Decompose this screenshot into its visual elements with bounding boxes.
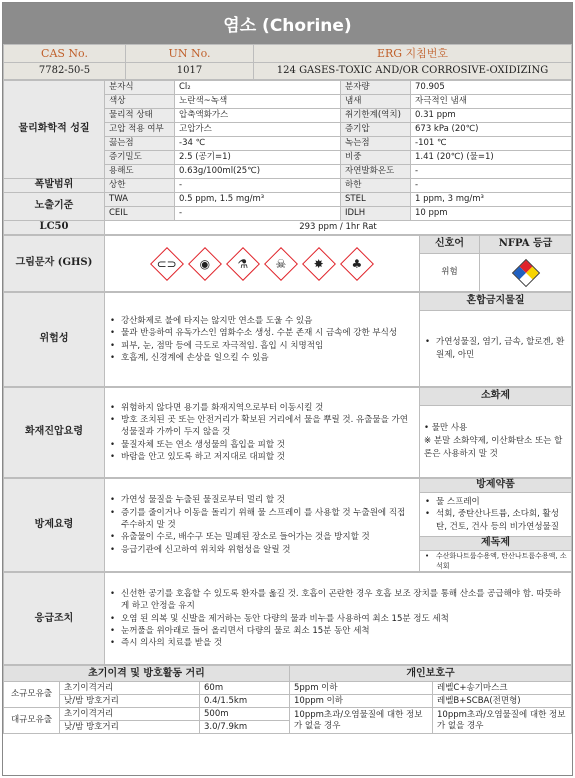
prop-key: 용해도 bbox=[105, 165, 175, 179]
prop-value: - bbox=[175, 207, 341, 221]
nfpa-diamond-icon bbox=[511, 258, 539, 286]
firstaid-item: • 눈꺼풀을 위아래로 들어 올리면서 다량의 물로 최소 15분 동안 세척 bbox=[119, 625, 567, 637]
prop-value: - bbox=[411, 179, 572, 193]
large-spill-label: 대규모유출 bbox=[4, 708, 60, 734]
fire-item: • 물질자체 또는 연소 생성물의 흡입을 피할 것 bbox=[119, 439, 415, 451]
fire-item: • 위험하지 않다면 용기를 화재지역으로부터 이동시킬 것 bbox=[119, 402, 415, 414]
prop-key: 증기밀도 bbox=[105, 151, 175, 165]
prop-key: 색상 bbox=[105, 95, 175, 109]
prop-key: 녹는점 bbox=[341, 137, 411, 151]
prop-value: - bbox=[411, 165, 572, 179]
control-agent-header: 방제약품 bbox=[420, 479, 572, 493]
distance-key: 낮/밤 방호거리 bbox=[60, 695, 200, 708]
protect-item: • 증기를 줄이거나 이동을 돌리기 위해 물 스프레이 를 사용할 것 누출원에 직접 주수하지 말 것 bbox=[119, 507, 415, 532]
extinguisher-line: • 물만 사용 bbox=[424, 423, 468, 434]
prop-value: 10 ppm bbox=[411, 207, 572, 221]
hazard-item: • 피부, 눈, 점막 등에 극도로 자극적임. 흡입 시 치명적임 bbox=[119, 340, 415, 352]
erg-label: ERG 지침번호 bbox=[254, 45, 572, 63]
protect-section-label: 방제요령 bbox=[4, 479, 105, 572]
prop-key: 하한 bbox=[341, 179, 411, 193]
ppe-level: 레벨C+송기마스크 bbox=[433, 682, 572, 695]
incompatible-list bbox=[420, 311, 572, 387]
prop-value: 1.41 (20℃) (물=1) bbox=[411, 151, 572, 165]
fire-section-label: 화재진압요령 bbox=[4, 388, 105, 478]
explosion-section-label: 폭발범위 bbox=[4, 179, 105, 193]
prop-value: 2.5 (공기=1) bbox=[175, 151, 341, 165]
prop-key: 증기압 bbox=[341, 123, 411, 137]
prop-key: 취기한계(역치) bbox=[341, 109, 411, 123]
prop-value: -34 ℃ bbox=[175, 137, 341, 151]
distance-header: 초기이격 및 방호활동 거리 bbox=[4, 666, 290, 682]
hazard-item: • 호흡계, 신경계에 손상을 일으킬 수 있음 bbox=[119, 352, 415, 364]
signal-word-value: 위험 bbox=[420, 254, 480, 292]
prop-value: 자극적인 냄새 bbox=[411, 95, 572, 109]
phys-section-label: 물리화학적 성질 bbox=[4, 81, 105, 179]
prop-key: 분자식 bbox=[105, 81, 175, 95]
prop-value: 0.63g/100ml(25℃) bbox=[175, 165, 341, 179]
environment-icon: ♣ bbox=[340, 247, 374, 281]
gas-cylinder-icon: ⊂⊃ bbox=[150, 247, 184, 281]
prop-value: 압축액화가스 bbox=[175, 109, 341, 123]
control-agent-item: • 물 스프레이 bbox=[434, 496, 567, 508]
msds-sheet bbox=[2, 2, 573, 776]
distance-value: 0.4/1.5km bbox=[200, 695, 290, 708]
prop-value: 0.5 ppm, 1.5 mg/m³ bbox=[175, 193, 341, 207]
distance-ppe-table bbox=[3, 665, 572, 734]
prop-value: - bbox=[175, 179, 341, 193]
prop-key: 냄새 bbox=[341, 95, 411, 109]
prop-value: 1 ppm, 3 mg/m³ bbox=[411, 193, 572, 207]
prop-key: 끓는점 bbox=[105, 137, 175, 151]
flame-over-circle-icon: ◉ bbox=[188, 247, 222, 281]
nfpa-diamond bbox=[480, 254, 572, 292]
prop-key: 물리적 상태 bbox=[105, 109, 175, 123]
decontaminant-item: • 수산화나트륨수용액, 탄산나트륨수용액, 소석회 bbox=[434, 551, 567, 571]
prop-value: 70.905 bbox=[411, 81, 572, 95]
incompatible-header: 혼합금지물질 bbox=[420, 293, 572, 311]
protect-item: • 유출물이 수로, 배수구 또는 밀폐된 장소로 들어가는 것을 방지할 것 bbox=[119, 531, 415, 543]
property-table bbox=[3, 80, 572, 235]
ghs-pictograms bbox=[105, 236, 420, 292]
protect-list bbox=[105, 479, 420, 572]
extinguisher-warning: ※ 분말 소화약제, 이산화탄소 또는 할론은 사용하지 말 것 bbox=[424, 436, 563, 459]
hazard-item: • 강산화제로 불에 타지는 않지만 연소를 도울 수 있음 bbox=[119, 315, 415, 327]
hazard-section-label: 위험성 bbox=[4, 293, 105, 387]
decontaminant-list bbox=[420, 551, 572, 572]
page-title: 염소 (Chorine) bbox=[3, 3, 572, 44]
fire-list bbox=[105, 388, 420, 478]
decontaminant-header: 제독제 bbox=[420, 537, 572, 551]
prop-value: Cl₂ bbox=[175, 81, 341, 95]
firstaid-item: • 신선한 공기를 호흡할 수 있도록 환자를 옮길 것. 호흡이 곤란한 경우 호흡 보조 장치를 통해 산소를 공급해야 함. 따뜻하게 하고 안정을 유지 bbox=[119, 588, 567, 613]
distance-key: 초기이격거리 bbox=[60, 682, 200, 695]
prop-key: 고압 적용 여부 bbox=[105, 123, 175, 137]
signal-word-label: 신호어 bbox=[420, 236, 480, 254]
distance-value: 500m bbox=[200, 708, 290, 721]
ppe-condition: 10ppm초과/오염물질에 대한 정보가 없을 경우 bbox=[290, 708, 433, 734]
fire-item: • 방호 조치된 곳 또는 안전거리가 확보된 거리에서 물을 뿌릴 것. 유출물을 가연성물질과 가까이 두지 않을 것 bbox=[119, 414, 415, 439]
lc50-label: LC50 bbox=[4, 221, 105, 235]
prop-value: 고압가스 bbox=[175, 123, 341, 137]
control-agent-list bbox=[420, 493, 572, 537]
incompatible-item: • 가연성물질, 염기, 금속, 할로겐, 환원제, 아민 bbox=[434, 336, 567, 361]
ppe-condition: 10ppm 이하 bbox=[290, 695, 433, 708]
small-spill-label: 소규모유출 bbox=[4, 682, 60, 708]
erg-value: 124 GASES-TOXIC AND/OR CORROSIVE-OXIDIZING bbox=[254, 63, 572, 80]
prop-key: 분자량 bbox=[341, 81, 411, 95]
protect-item: • 가연성 물질을 누출된 물질로부터 멀리 할 것 bbox=[119, 494, 415, 506]
prop-value: -101 ℃ bbox=[411, 137, 572, 151]
prop-key: CEIL bbox=[105, 207, 175, 221]
protect-item: • 응급기관에 신고하여 위치와 위험성을 알릴 것 bbox=[119, 544, 415, 556]
ppe-level: 레벨B+SCBA(전면형) bbox=[433, 695, 572, 708]
ghs-table bbox=[3, 235, 572, 292]
skull-crossbones-icon: ☠ bbox=[264, 247, 298, 281]
cas-value: 7782-50-5 bbox=[4, 63, 126, 80]
extinguisher-info bbox=[420, 406, 572, 478]
prop-value: 노란색~녹색 bbox=[175, 95, 341, 109]
prop-key: STEL bbox=[341, 193, 411, 207]
control-agent-item: • 석회, 중탄산나트륨, 소다회, 활성탄, 건토, 건사 등의 비가연성물질 bbox=[434, 508, 567, 533]
prop-key: TWA bbox=[105, 193, 175, 207]
firstaid-section-label: 응급조치 bbox=[4, 573, 105, 665]
prop-value: 0.31 ppm bbox=[411, 109, 572, 123]
firstaid-item: • 오염 된 의복 및 신발을 제거하는 동안 다량의 물과 비누를 사용하여 최소 15분 정도 세척 bbox=[119, 613, 567, 625]
un-label: UN No. bbox=[126, 45, 254, 63]
prop-key: 상한 bbox=[105, 179, 175, 193]
ghs-section-label: 그림문자 (GHS) bbox=[4, 236, 105, 292]
prop-key: IDLH bbox=[341, 207, 411, 221]
health-hazard-icon: ✸ bbox=[302, 247, 336, 281]
lc50-value: 293 ppm / 1hr Rat bbox=[105, 221, 572, 235]
ppe-condition: 5ppm 이하 bbox=[290, 682, 433, 695]
fire-item: • 바람을 안고 있도록 하고 저지대로 대피할 것 bbox=[119, 451, 415, 463]
id-table bbox=[3, 44, 572, 80]
ppe-level: 10ppm초과/오염물질에 대한 정보가 없을 경우 bbox=[433, 708, 572, 734]
prop-key: 자연발화온도 bbox=[341, 165, 411, 179]
nfpa-label: NFPA 등급 bbox=[480, 236, 572, 254]
cas-label: CAS No. bbox=[4, 45, 126, 63]
prop-key: 비중 bbox=[341, 151, 411, 165]
distance-key: 낮/밤 방호거리 bbox=[60, 721, 200, 734]
protect-table bbox=[3, 478, 572, 572]
corrosion-icon: ⚗ bbox=[226, 247, 260, 281]
hazard-list bbox=[105, 293, 420, 387]
distance-value: 60m bbox=[200, 682, 290, 695]
ppe-header: 개인보호구 bbox=[290, 666, 572, 682]
firstaid-item: • 즉시 의사의 치료를 받을 것 bbox=[119, 637, 567, 649]
extinguisher-header: 소화제 bbox=[420, 388, 572, 406]
prop-value: 673 kPa (20℃) bbox=[411, 123, 572, 137]
fire-table bbox=[3, 387, 572, 478]
hazard-table bbox=[3, 292, 572, 387]
firstaid-table bbox=[3, 572, 572, 665]
exposure-section-label: 노출기준 bbox=[4, 193, 105, 221]
distance-value: 3.0/7.9km bbox=[200, 721, 290, 734]
firstaid-list bbox=[105, 573, 572, 665]
distance-key: 초기이격거리 bbox=[60, 708, 200, 721]
un-value: 1017 bbox=[126, 63, 254, 80]
hazard-item: • 물과 반응하여 유독가스인 염화수소 생성. 수분 존재 시 금속에 강한 부식성 bbox=[119, 327, 415, 339]
